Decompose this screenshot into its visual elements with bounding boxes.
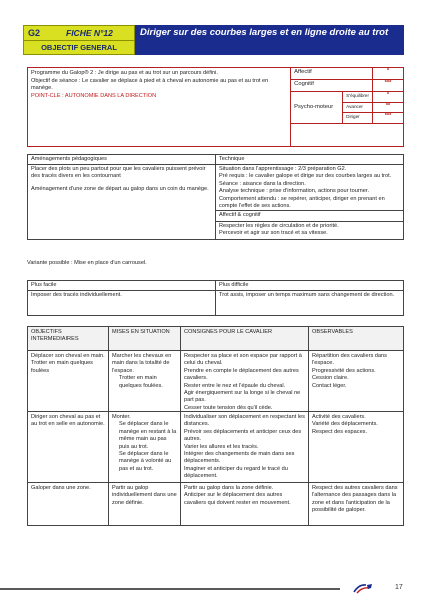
equilibrer-label: S'équilibrer [343,92,373,102]
variante-text: Variante possible : Mise en place d'un carrousel. [27,260,147,266]
technique-heading: Technique [216,155,403,165]
cell-text: Partir au galop dans la zone définie. [184,485,274,491]
cell-text: Marcher les chevaux en main dans la totalité de l'espace. [112,353,172,374]
cell-text: Activité des cavaliers. [312,414,366,420]
cell-text: Répartition des cavaliers dans l'espace. [312,353,387,367]
table-row [28,483,403,525]
amenagement-galop: Aménagement d'une zone de départ au galop dans un coin du manège. [31,185,209,192]
table-row [28,351,403,412]
col-mises: MISES EN SITUATION [108,327,180,350]
cell-text: Galoper dans une zone. [31,485,91,491]
cell-text: Diriger son cheval au pas et au trot en selle en autonomie. [31,414,105,428]
amenagements-technique-box [27,154,404,240]
cell-text: Trotter en main quelques foulées [31,360,93,374]
cell-text: Cession claire. [312,375,349,382]
plus-difficile-heading: Plus difficile [216,281,403,291]
equilibrer-rating: * [386,92,390,98]
psychomoteur-label: Psycho-moteur [291,92,343,123]
cell-text: Trotter en main quelques foulées. [119,375,163,389]
technique-prerequis: Pré requis : le cavalier galope et dirige sur des courbes larges au trot. [219,173,392,180]
table-row [28,412,403,483]
cell-text: Se déplacer dans le manège à volonté au pas et au trot. [119,451,172,472]
respect-regles: Respecter les règles de circulation et de priorité. [219,222,339,229]
avancer-rating: ** [385,102,391,109]
cell-text: Prévoir ses déplacements et anticiper ceux des autres. [184,428,302,443]
col-observables: OBSERVABLES [308,327,403,350]
objectif-label: OBJECTIF GENERAL [24,40,134,54]
cell-text: Partir au galop individuellement dans une zone définie. [108,483,180,525]
technique-comportement: Comportement attendu : se repérer, anticiper, diriger en prenant en compte l'effet de ses actions. [219,195,385,210]
cell-text: Varier les allures et les tracés. [184,443,259,450]
technique-seance: Séance : aisance dans la direction. [219,180,306,187]
cell-text: Prendre en compte le déplacement des autres cavaliers. [184,367,299,382]
fiche-title: Diriger sur des courbes larges et en ligne droite au trot [135,25,404,55]
affectif-label: Affectif [291,68,373,79]
avancer-label: Avancer [343,103,373,113]
objectif-seance-text: Objectif de séance : Le cavalier se déplace à pied et à cheval en autonomie au pas et au trot en manège. [31,77,269,92]
amenagement-plots: Placer des plots un peu partout pour que les cavaliers puissent prévoir des tracés divers en les contournant [31,166,206,180]
diriger-rating: *** [384,113,392,120]
cell-text: Se déplacer dans le manège en restant à la même main au pas puis au trot. [119,421,177,450]
cell-text: Anticiper sur le déplacement des autres cavaliers qui doivent rester en mouvement. [184,492,291,506]
fiche-id-block [23,25,135,55]
cell-text: Individualiser son déplacement en respectant les distances. [184,414,305,428]
fiche-number: FICHE N°12 [66,28,113,39]
objectifs-table [27,326,404,526]
cell-text: Respecter sa place et son espace par rapport à celui du cheval. [184,353,302,367]
domains-grid [291,68,403,146]
cell-text: Intégrer des changements de main dans ses déplacements. [184,451,295,465]
cell-text: Monter. [112,414,131,420]
cell-text: Déplacer son cheval en main. [31,353,105,359]
cell-text: Variété des déplacements. [312,421,378,428]
table-header-row [28,327,403,351]
affectif-rating: * [386,68,390,74]
page-number: 17 [395,584,403,591]
affectif-cognitif-heading: Affectif & cognitif [216,210,403,220]
group-label: G2 [28,28,41,39]
cell-text: Contact léger. [312,382,347,389]
programme-box [27,67,404,147]
cognitif-rating: *** [384,80,392,86]
plus-facile-text: Imposer des tracés individuellement. [31,292,122,298]
cell-text: Respect des autres cavaliers dans l'alternance des passages dans la zone et dans l'anticipation de la possibilité de galoper. [308,483,403,525]
federation-logo-icon [352,582,374,594]
footer-rule [0,588,340,590]
amenagements-heading: Aménagements pédagogiques [28,155,215,165]
col-consignes: CONSIGNES POUR LE CAVALIER [180,327,308,350]
point-cle-text: POINT-CLE : AUTONOMIE DANS LA DIRECTION [31,92,157,99]
cell-text: Agir énergiquement sur la longe si le cheval ne part pas. [184,390,301,404]
cognitif-label: Cognitif [291,80,373,91]
cell-text: Progressivité des actions. [312,367,376,374]
difficulty-box [27,280,404,316]
cell-text: Rester entre le nez et l'épaule du cheval. [184,382,286,389]
plus-difficile-text: Trot assis, imposer un temps maximum sans changement de direction. [219,292,395,298]
cell-text: Imaginer et anticiper du regard le tracé du déplacement. [184,465,288,480]
fiche-header [23,25,404,55]
percevoir-agir: Percevoir et agir sur son tracé et sa vitesse. [219,230,328,237]
technique-analyse: Analyse technique : prise d'information, actions pour tourner. [219,188,370,195]
technique-situation: Situation dans l'apprentissage : 2/3 préparation G2. [219,166,347,172]
col-objectifs: OBJECTIFS INTERMEDIAIRES [31,329,79,343]
plus-facile-heading: Plus facile [28,281,215,291]
cell-text: Cesser toute tension dès qu'il cède. [184,404,273,411]
programme-text: Programme du Galop® 2 : Je dirige au pas et au trot sur un parcours défini. [31,70,218,76]
diriger-label: Diriger [343,113,373,123]
cell-text: Respect des espaces. [312,428,368,435]
